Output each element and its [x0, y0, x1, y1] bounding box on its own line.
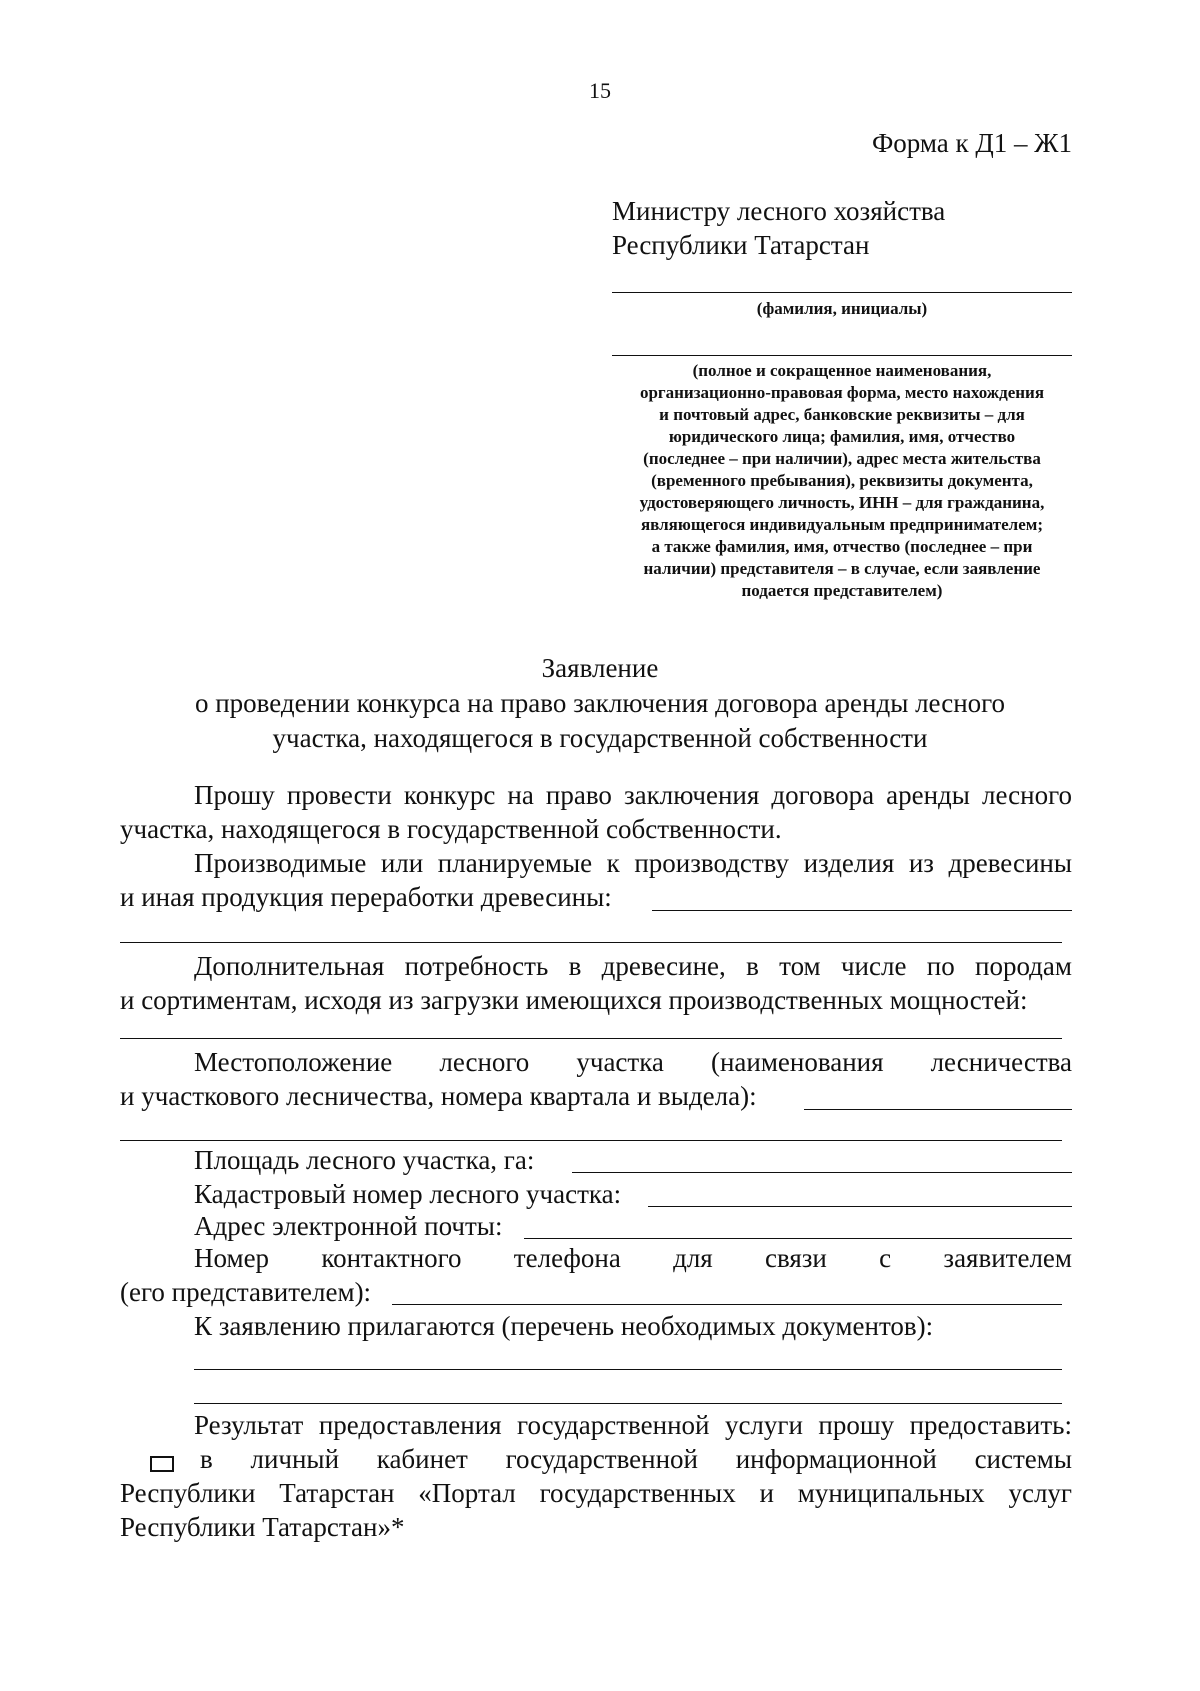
products-field-line[interactable] — [652, 910, 1072, 911]
phone-label-line-2: (его представителем): — [120, 1277, 372, 1307]
attachments-field-line-2[interactable] — [194, 1403, 1062, 1404]
caption-line: наличии) представителя – в случае, если заявление — [643, 559, 1041, 578]
phone-label-line-1: Номер контактного телефона для связи с заявителем — [194, 1243, 1072, 1273]
request-text-line-1: Прошу провести конкурс на право заключения договора аренды лесного — [194, 780, 1072, 810]
title-line-1: Заявление — [541, 653, 659, 683]
caption-line: и почтовый адрес, банковские реквизиты – для — [659, 405, 1025, 424]
addressee — [612, 194, 945, 262]
location-label-line-1: Местоположение лесного участка (наименования лесничества — [194, 1047, 1072, 1077]
result-label: Результат предоставления государственной услуги прошу предоставить: — [194, 1410, 1072, 1440]
applicant-details-caption — [605, 360, 1079, 602]
demand-label-line-1: Дополнительная потребность в древесине, в том числе по породам — [194, 951, 1072, 981]
demand-label-line-2: и сортиментам, исходя из загрузки имеющихся производственных мощностей: — [120, 985, 1028, 1015]
portal-option-line-1: в личный кабинет государственной информационной системы — [200, 1444, 1072, 1474]
caption-line: удостоверяющего личность, ИНН – для гражданина, — [639, 493, 1045, 512]
caption-line: (полное и сокращенное наименования, — [692, 361, 992, 380]
location-field-line[interactable] — [804, 1109, 1072, 1110]
addressee-line-1: Министру лесного хозяйства — [612, 196, 946, 226]
area-label: Площадь лесного участка, га: — [194, 1145, 535, 1175]
products-label-line-2: и иная продукция переработки древесины: — [120, 882, 612, 912]
caption-line: (последнее – при наличии), адрес места жительства — [643, 449, 1041, 468]
location-field-line-2[interactable] — [120, 1140, 1062, 1141]
cadastral-field-line[interactable] — [648, 1206, 1072, 1207]
caption-line: (временного пребывания), реквизиты документа, — [651, 471, 1033, 490]
email-label: Адрес электронной почты: — [194, 1211, 503, 1241]
cadastral-label: Кадастровый номер лесного участка: — [194, 1179, 622, 1209]
location-label-line-2: и участкового лесничества, номера квартала и выдела): — [120, 1081, 757, 1111]
caption-line: являющегося индивидуальным предпринимателем; — [640, 515, 1044, 534]
form-reference: Форма к Д1 – Ж1 — [871, 128, 1072, 158]
name-field-caption: (фамилия, инициалы) — [756, 299, 928, 318]
title-line-2: о проведении конкурса на право заключения договора аренды лесного — [194, 688, 1006, 718]
phone-field-line[interactable] — [392, 1304, 1062, 1305]
products-field-line-2[interactable] — [120, 942, 1062, 943]
products-label-line-1: Производимые или планируемые к производству изделия из древесины — [194, 848, 1072, 878]
portal-option-line-2: Республики Татарстан «Портал государственных и муниципальных услуг — [120, 1478, 1072, 1508]
caption-line: а также фамилия, имя, отчество (последнее – при — [651, 537, 1033, 556]
caption-line: организационно-правовая форма, место нахождения — [639, 383, 1045, 402]
title-line-3: участка, находящегося в государственной собственности — [272, 723, 928, 753]
applicant-details-line — [612, 355, 1072, 356]
document-title — [150, 651, 1050, 756]
addressee-line-2: Республики Татарстан — [612, 230, 870, 260]
page-number: 15 — [589, 78, 611, 103]
attachments-label: К заявлению прилагаются (перечень необходимых документов): — [194, 1311, 934, 1341]
attachments-field-line-1[interactable] — [194, 1369, 1062, 1370]
name-field-line — [612, 292, 1072, 293]
request-text-line-2: участка, находящегося в государственной собственности. — [120, 814, 782, 844]
demand-field-line[interactable] — [120, 1038, 1062, 1039]
caption-line: юридического лица; фамилия, имя, отчество — [668, 427, 1016, 446]
caption-line: подается представителем) — [741, 581, 943, 600]
email-field-line[interactable] — [524, 1238, 1072, 1239]
area-field-line[interactable] — [572, 1172, 1072, 1173]
portal-option-line-3: Республики Татарстан»* — [120, 1512, 405, 1542]
portal-option-checkbox[interactable] — [150, 1456, 174, 1472]
